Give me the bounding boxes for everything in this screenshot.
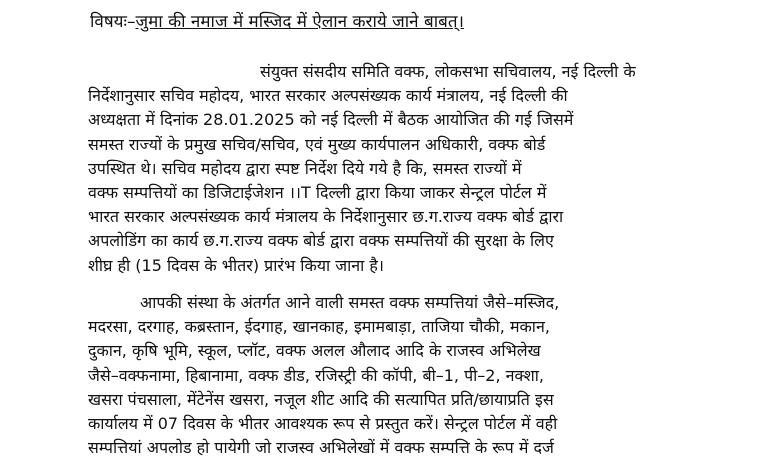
paragraph-property-records [88, 291, 690, 460]
subject-line [90, 8, 464, 36]
text-line: जैसे–वक्फनामा, हिबानामा, वक्फ डीड, रजिस्ट्री की कॉपी, बी–1, पी–2, नक्शा, [88, 365, 544, 385]
text-line: समस्त राज्यों के प्रमुख सचिव/सचिव, एवं मुख्य कार्यपालन अधिकारी, वक्फ बोर्ड [88, 134, 546, 154]
text-line: सम्पत्तियां अपलोड हो पायेगी जो राजस्व अभिलेखों में वक्फ सम्पत्ति के रूप में दर्ज [88, 438, 554, 458]
subject-text: जुमा की नमाज में मस्जिद में ऐलान कराये जाने बाबत्। [135, 12, 464, 32]
text-line: दुकान, कृषि भूमि, स्कूल, प्लॉट, वक्फ अलल औलाद आदि के राजस्व अभिलेख [88, 341, 541, 361]
paragraph-meeting-directive [88, 60, 690, 278]
text-line: उपस्थित थे। सचिव महोदय द्वारा स्पष्ट निर्देश दिये गये है कि, समस्त राज्यों में [88, 158, 522, 178]
text-line: अपलोडिंग का कार्य छ.ग.राज्य वक्फ बोर्ड द्वारा वक्फ सम्पत्तियों की सुरक्षा के लिए [88, 231, 554, 251]
text-line: आपकी संस्था के अंतर्गत आने वाली समस्त वक्फ सम्पत्तियां जैसे–मस्जिद, [140, 293, 560, 312]
text-line: भारत सरकार अल्पसंख्यक कार्य मंत्रालय के निर्देशानुसार छ.ग.राज्य वक्फ बोर्ड द्वारा [88, 207, 564, 227]
subject-label: विषयः– [90, 12, 136, 32]
text-line: निर्देशानुसार सचिव महोदय, भारत सरकार अल्पसंख्यक कार्य मंत्रालय, नई दिल्ली की [88, 86, 568, 106]
text-line: शीघ्र ही (15 दिवस के भीतर) प्रारंभ किया जाना है। [88, 255, 384, 275]
text-line: कार्यालय में 07 दिवस के भीतर आवश्यक रूप से प्रस्तुत करें। सेन्ट्रल पोर्टल में वही [88, 414, 558, 434]
text-line: वक्फ सम्पत्तियों का डिजिटाईजेशन ।।T दिल्ली द्वारा किया जाकर सेन्ट्रल पोर्टल में [88, 183, 547, 203]
text-line: संयुक्त संसदीय समिति वक्फ, लोकसभा सचिवालय, नई दिल्ली के [260, 62, 636, 81]
text-line: मदरसा, दरगाह, कब्रस्तान, ईदगाह, खानकाह, इमामबाड़ा, ताजिया चौकी, मकान, [88, 317, 550, 337]
text-line: खसरा पंचसाला, मेंटेनेंस खसरा, नजूल शीट आदि की सत्यापित प्रति/छायाप्रति इस [88, 389, 554, 409]
text-line: अध्यक्षता में दिनांक 28.01.2025 को नई दिल्ली में बैठक आयोजित की गई जिसमें [88, 110, 574, 130]
